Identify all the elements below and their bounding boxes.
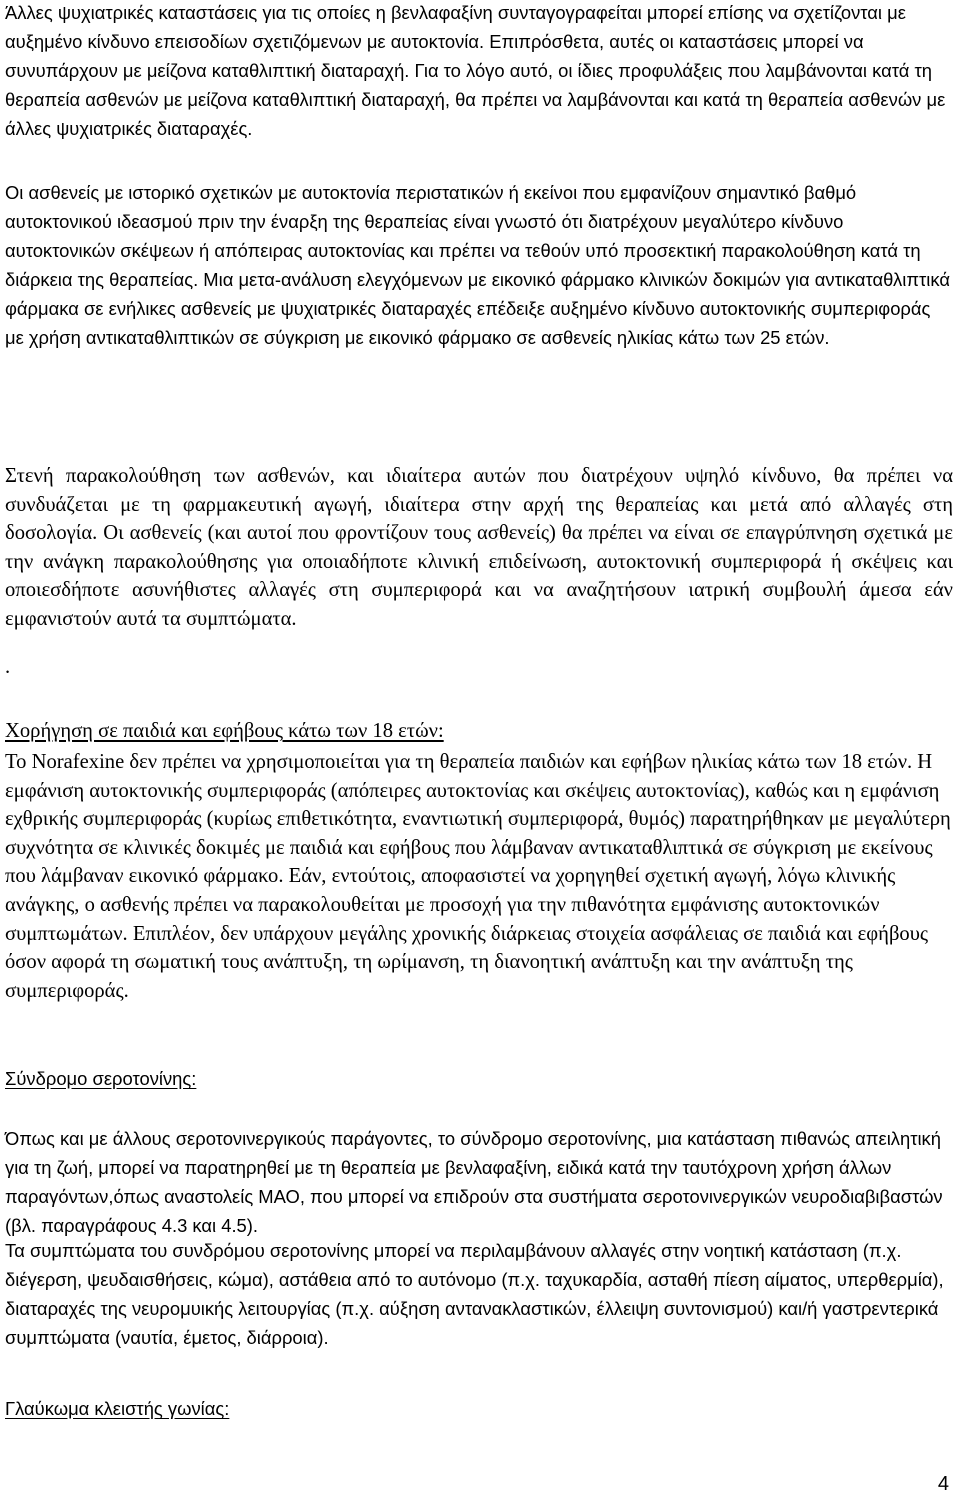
paragraph-serotonin-symptoms: Τα συμπτώματα του συνδρόμου σεροτονίνης μπορεί να περιλαμβάνουν αλλαγές στην νοητική κατάσταση (π.χ. διέγερση, ψευδαισθήσεις, κώμα), αστάθεια από το αυτόνομο (π.χ. ταχυκαρδία, ασταθή πίεση αίματος, υπερθερμία), διαταραχές της νευρομυικής λειτουργίας (π.χ. αύξηση αντανακλαστικών, έλλειψη συντονισμού) και/ή γαστρεντερικά συμπτώματα (ναυτία, έμετος, διάρροια). — [5, 1240, 944, 1348]
paragraph-children-adolescents: Το Norafexine δεν πρέπει να χρησιμοποιείται για τη θεραπεία παιδιών και εφήβων ηλικίας κάτω των 18 ετών. Η εμφάνιση αυτοκτονικής συμπεριφοράς (απόπειρες αυτοκτονίας και σκέψεις αυτοκτονίας), καθώς και η εμφάνιση εχθρικής συμπεριφοράς (κυρίως επιθετικότητα, εναντιωτική συμπεριφορά, θυμός) παρατηρήθηκαν με μεγαλύτερη συχνότητα σε κλινικές δοκιμές με παιδιά και εφήβους που λάμβαναν αντικαταθλιπτικά σε σύγκριση με εκείνους που λάμβαναν εικονικό φάρμακο. Εάν, εντούτοις, αποφασιστεί να χορηγηθεί σχετική αγωγή, λόγω κλινικής ανάγκης, ο ασθενής πρέπει να παρακολουθείται με προσοχή για την πιθανότητα εμφάνισης αυτοκτονικών συμπτωμάτων. Επιπλέον, δεν υπάρχουν μεγάλης χρονικής διάρκειας στοιχεία ασφάλειας σε παιδιά και εφήβους όσον αφορά τη σωματική τους ανάπτυξη, τη ωρίμανση, τη διανοητική ανάπτυξη και την ανάπτυξη της συμπεριφοράς. — [5, 751, 951, 1002]
heading-children-adolescents: Χορήγηση σε παιδιά και εφήβους κάτω των 18 ετών: — [5, 720, 444, 742]
paragraph-close-monitoring: Στενή παρακολούθηση των ασθενών, και ιδιαίτερα αυτών που διατρέχουν υψηλό κίνδυνο, θα πρέπει να συνδυάζεται με τη φαρμακευτική αγωγή, ιδιαίτερα στην αρχή της θεραπείας και μετά από αλλαγές στη δοσολογία. Οι ασθενείς (και αυτοί που φροντίζουν τους ασθενείς) θα πρέπει να είναι σε επαγρύπνηση σχετικά με την ανάγκη παρακολούθησης για οποιαδήποτε κλινική επιδείνωση, αυτοκτονική συμπεριφορά ή σκέψεις και οποιεσδήποτε ασυνήθιστες αλλαγές στη συμπεριφορά και να αναζητήσουν ιατρική συμβουλή άμεσα εάν εμφανιστούν αυτά τα συμπτώματα. — [5, 465, 953, 630]
paragraph-other-psychiatric-conditions: Άλλες ψυχιατρικές καταστάσεις για τις οποίες η βενλαφαξίνη συνταγογραφείται μπορεί επίσης να σχετίζονται με αυξημένο κίνδυνο επεισοδίων σχετιζόμενων με αυτοκτονία. Επιπρόσθετα, αυτές οι καταστάσεις μπορεί να συνυπάρχουν με μείζονα καταθλιπτική διαταραχή. Για το λόγο αυτό, οι ίδιες προφυλάξεις που λαμβάνονται κατά τη θεραπεία ασθενών με μείζονα καταθλιπτική διαταραχή, θα πρέπει να λαμβάνονται και κατά τη θεραπεία ασθενών με άλλες ψυχιατρικές διαταραχές. — [5, 2, 946, 139]
heading-serotonin-syndrome: Σύνδρομο σεροτονίνης: — [5, 1068, 197, 1089]
paragraph-serotonin-syndrome: Όπως και με άλλους σεροτονινεργικούς παράγοντες, το σύνδρομο σεροτονίνης, μια κατάσταση πιθανώς απειλητική για τη ζωή, μπορεί να παρατηρηθεί με τη θεραπεία με βενλαφαξίνη, ειδικά κατά την ταυτόχρονη χρήση άλλων παραγόντων,όπως αναστολείς ΜΑΟ, που μπορεί να επιδρούν στα συστήματα σεροτονινεργικών νευροδιαβιβαστών (βλ. παραγράφους 4.3 και 4.5). — [5, 1128, 943, 1236]
page-number: 4 — [937, 1473, 949, 1495]
heading-angle-closure-glaucoma: Γλαύκωμα κλειστής γωνίας: — [5, 1398, 230, 1419]
stray-dot: . — [5, 656, 11, 678]
paragraph-suicide-history: Οι ασθενείς με ιστορικό σχετικών με αυτοκτονία περιστατικών ή εκείνοι που εμφανίζουν σημαντικό βαθμό αυτοκτονικού ιδεασμού πριν την έναρξη της θεραπείας είναι γνωστό ότι διατρέχουν μεγαλύτερο κίνδυνο αυτοκτονικών σκέψεων ή απόπειρας αυτοκτονίας και πρέπει να τεθούν υπό προσεκτική παρακολούθηση κατά τη διάρκεια της θεραπείας. Μια μετα-ανάλυση ελεγχόμενων με εικονικό φάρμακο κλινικών δοκιμών για αντικαταθλιπτικά φάρμακα σε ενήλικες ασθενείς με ψυχιατρικές διαταραχές επέδειξε αυξημένο κίνδυνο αυτοκτονικής συμπεριφοράς με χρήση αντικαταθλιπτικών σε σύγκριση με εικονικό φάρμακο σε ασθενείς ηλικίας κάτω των 25 ετών. — [5, 182, 950, 348]
